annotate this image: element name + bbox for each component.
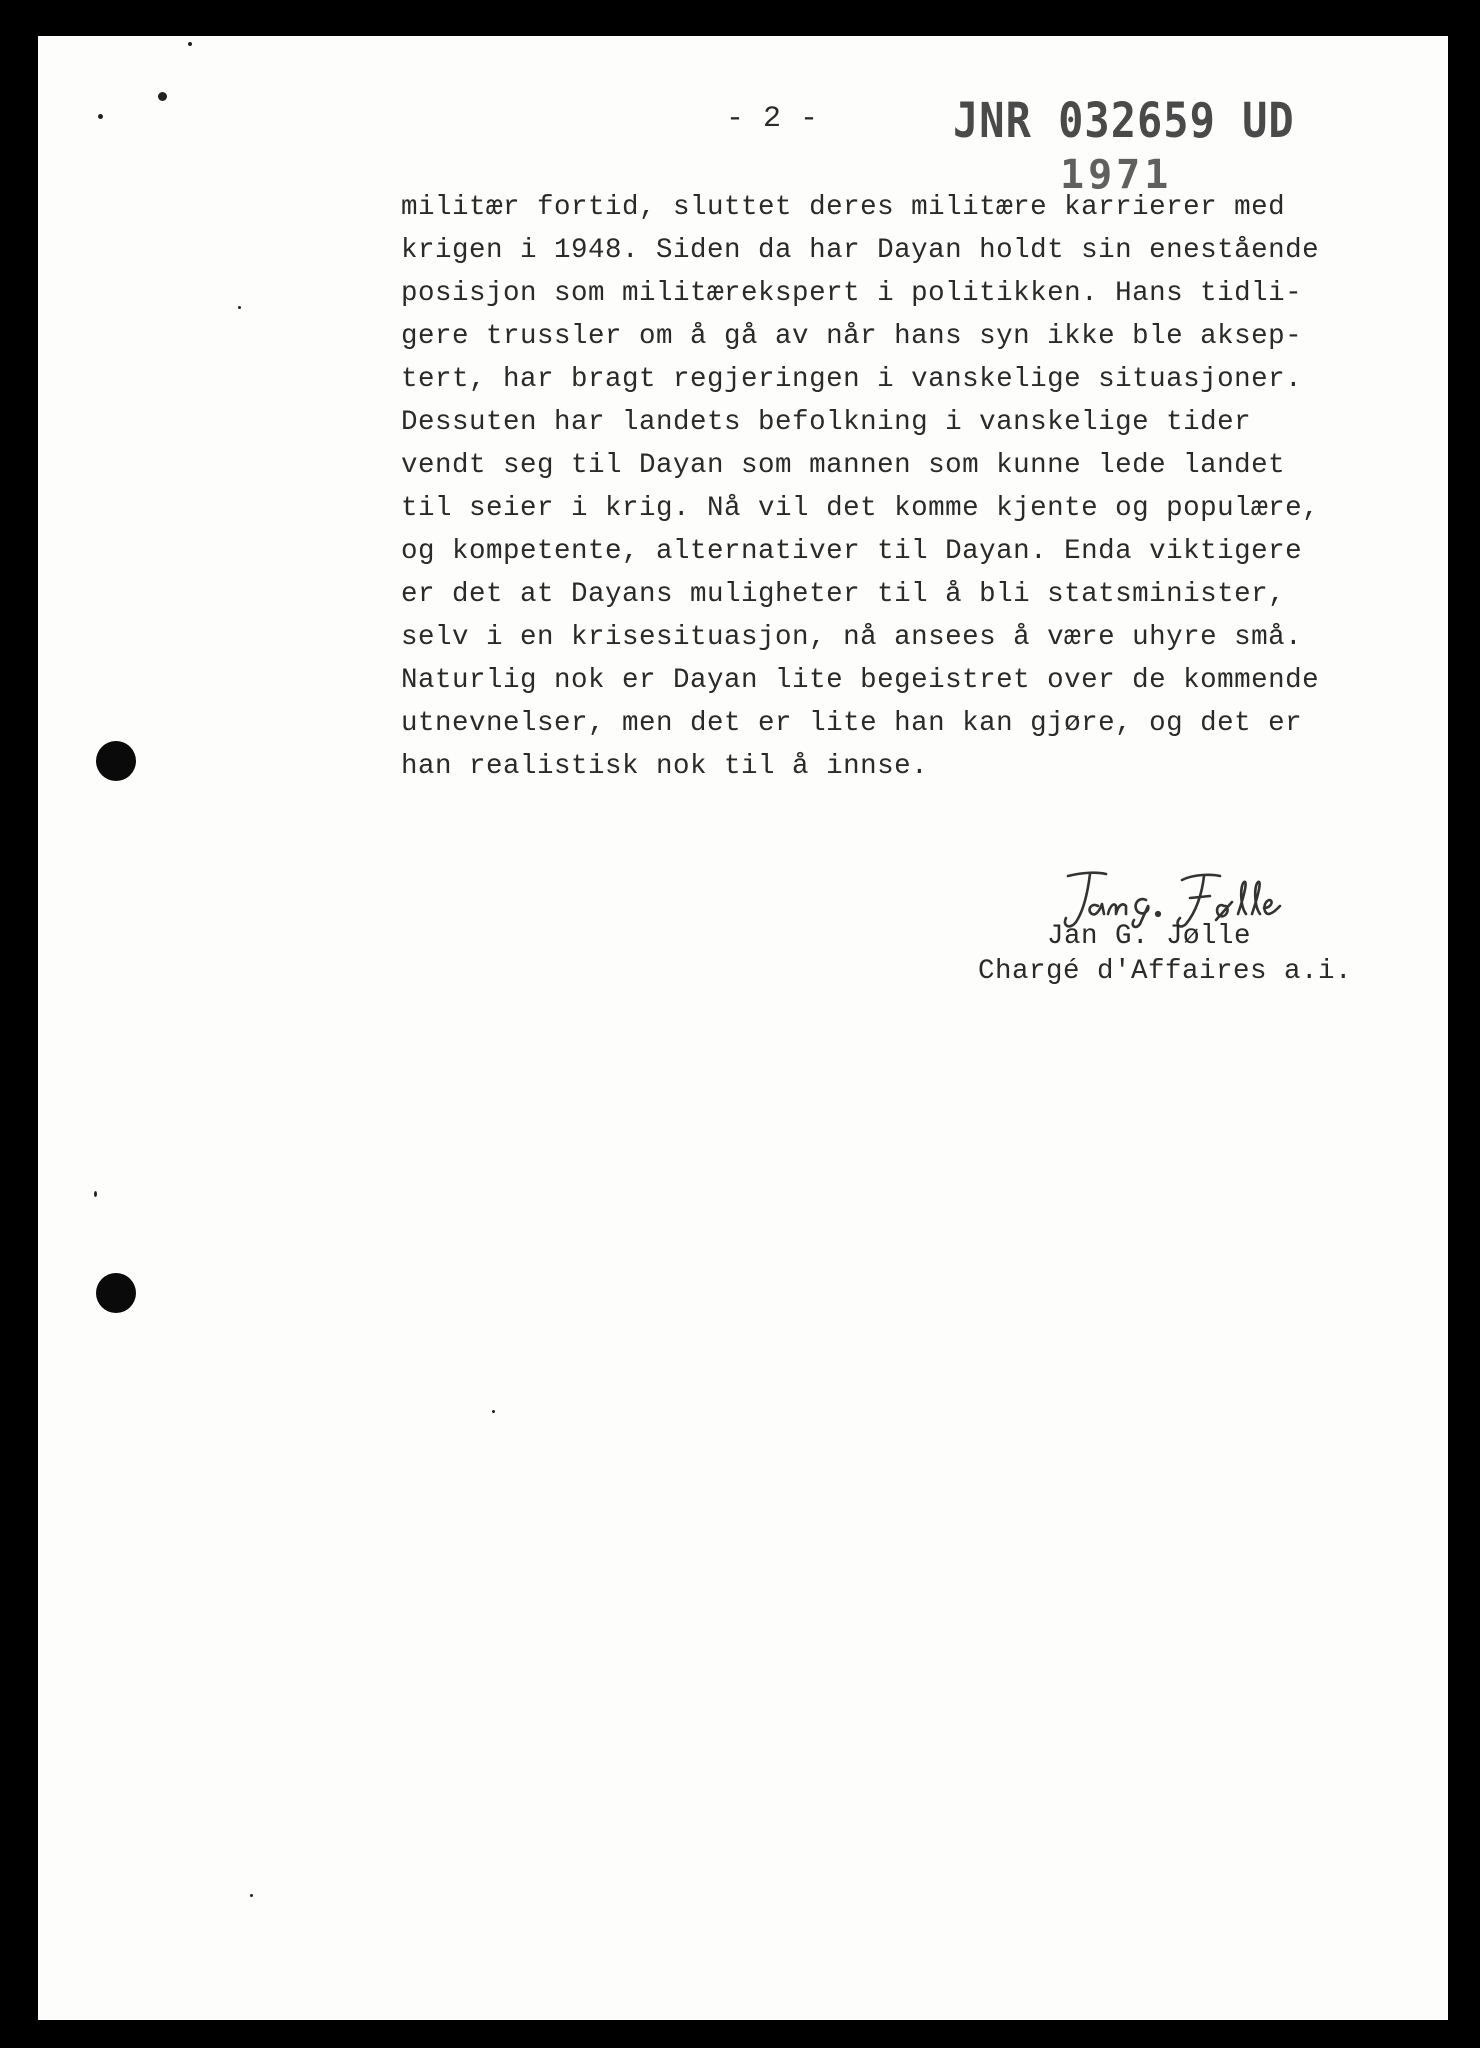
body-line: selv i en krisesituasjon, nå ansees å være uhyre små. — [401, 622, 1303, 653]
punch-hole-top — [96, 741, 136, 781]
ink-speck — [188, 42, 192, 46]
signer-title: Chargé d'Affaires a.i. — [978, 956, 1353, 987]
journal-number-stamp: JNR 032659 UD — [953, 92, 1295, 149]
ink-speck — [94, 1191, 97, 1197]
year-stamp: 1971 — [1060, 152, 1173, 198]
ink-speck — [158, 92, 167, 101]
signer-name: Jan G. Jølle — [1047, 921, 1252, 952]
body-line: gere trussler om å gå av når hans syn ikke ble aksep- — [401, 321, 1303, 352]
body-line: posisjon som militærekspert i politikken. Hans tidli- — [401, 278, 1303, 309]
document-page — [38, 36, 1448, 2020]
body-line: utnevnelser, men det er lite han kan gjøre, og det er — [401, 708, 1303, 739]
letter-body — [401, 186, 1401, 788]
body-line: til seier i krig. Nå vil det komme kjente og populære, — [401, 493, 1320, 524]
body-line: tert, har bragt regjeringen i vanskelige situasjoner. — [401, 364, 1303, 395]
punch-hole-bottom — [96, 1273, 136, 1313]
ink-speck — [238, 306, 241, 309]
body-line: er det at Dayans muligheter til å bli statsminister, — [401, 579, 1286, 610]
body-line: krigen i 1948. Siden da har Dayan holdt sin enestående — [401, 235, 1320, 266]
body-line: Naturlig nok er Dayan lite begeistret over de kommende — [401, 665, 1320, 696]
body-line: han realistisk nok til å innse. — [401, 751, 929, 782]
body-line: militær fortid, sluttet deres militære karrierer med — [401, 192, 1286, 223]
ink-speck — [250, 1894, 253, 1897]
body-line: vendt seg til Dayan som mannen som kunne lede landet — [401, 450, 1286, 481]
page-number: - 2 - — [726, 102, 819, 136]
ink-speck — [492, 1410, 495, 1413]
body-line: Dessuten har landets befolkning i vanskelige tider — [401, 407, 1252, 438]
body-line: og kompetente, alternativer til Dayan. Enda viktigere — [401, 536, 1303, 567]
ink-speck — [98, 114, 103, 119]
